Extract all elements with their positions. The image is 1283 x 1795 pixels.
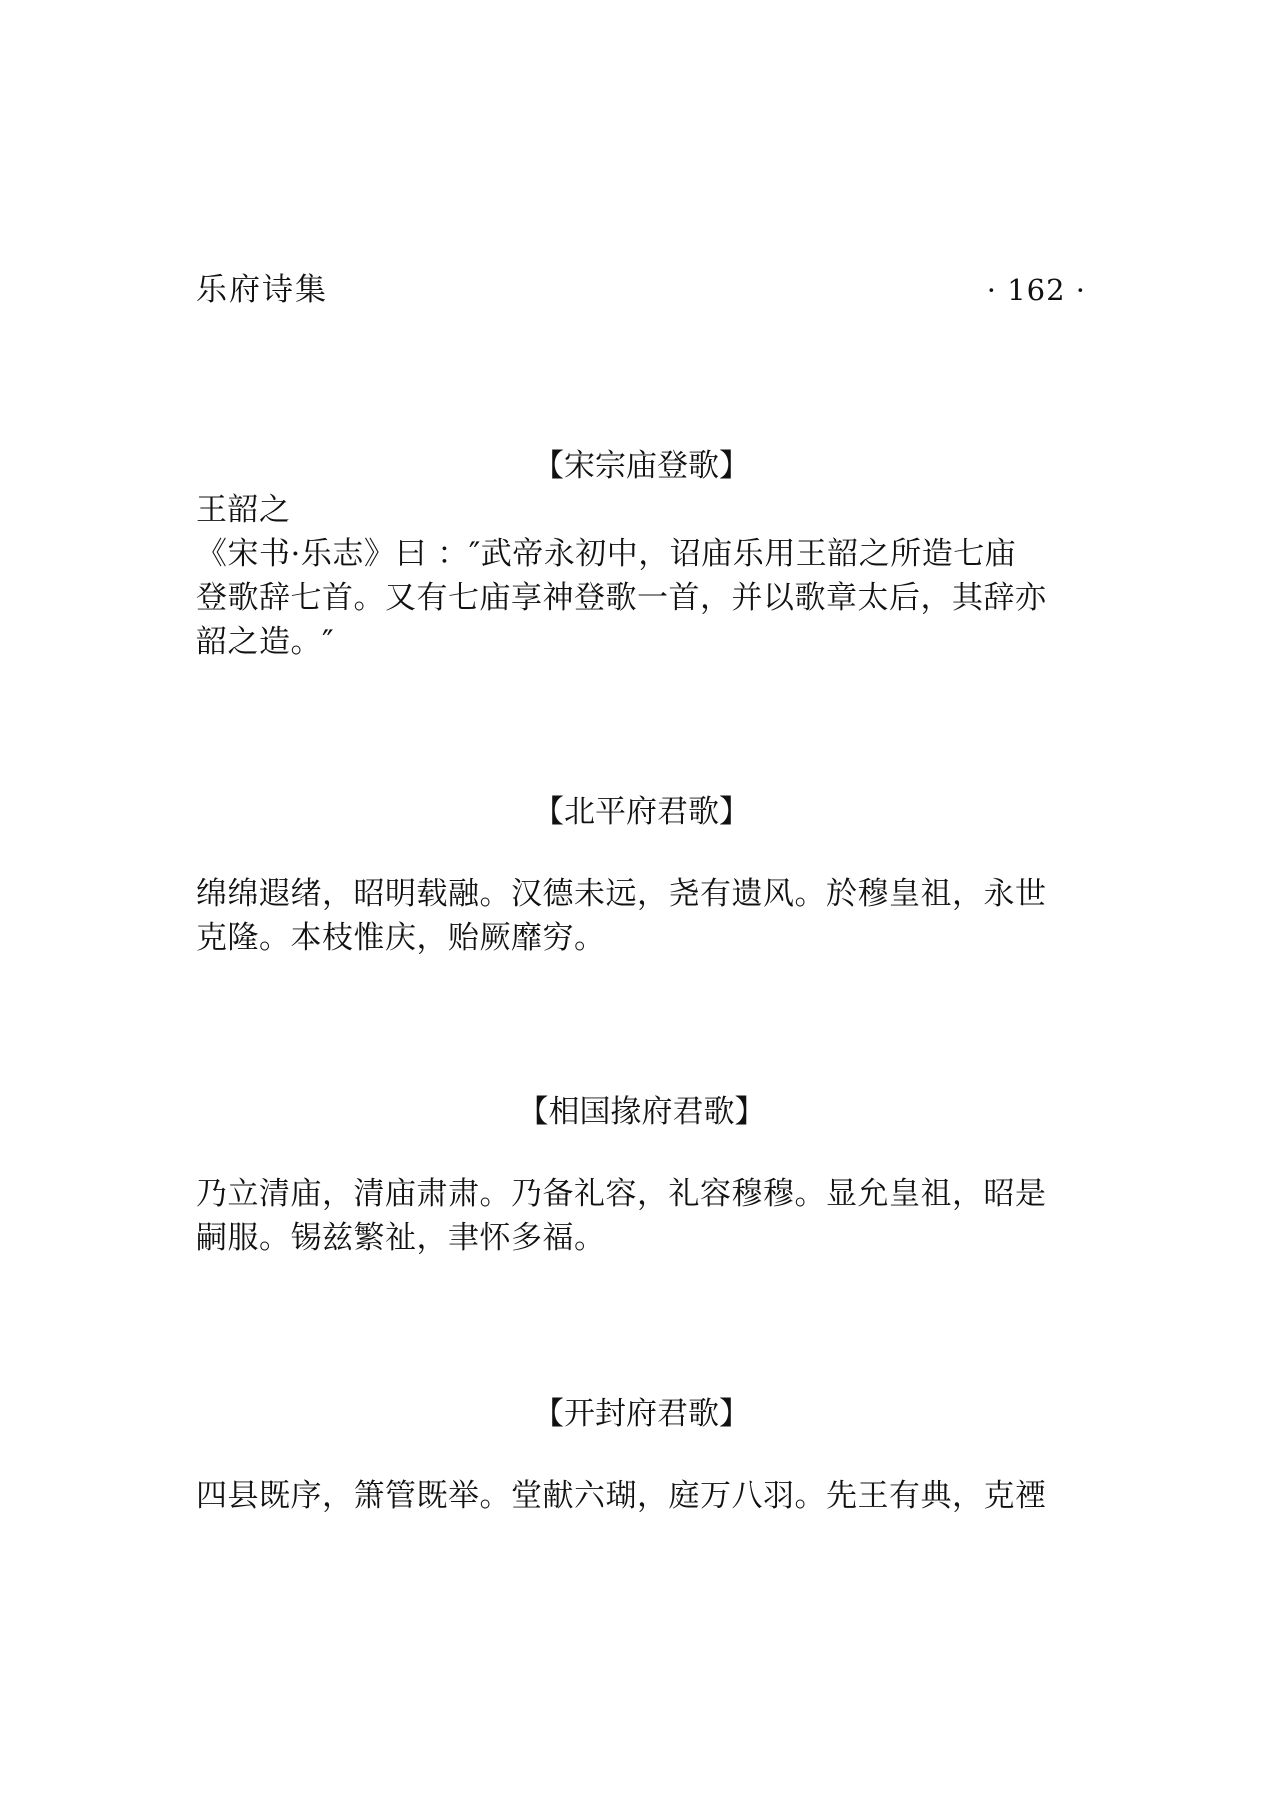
note-line: 登歌辞七首。又有七庙享神登歌一首，并以歌章太后，其辞亦 [196,580,1047,616]
poem-line: 四县既序，箫管既举。堂献六瑚，庭万八羽。先王有典，克禋 [196,1478,1047,1514]
section-title: 【开封府君歌】 [533,1396,750,1432]
page-number: · 162 · [986,273,1086,307]
section-title: 【宋宗庙登歌】 [533,448,750,484]
section-title: 【北平府君歌】 [533,794,750,830]
book-title: 乐府诗集 [196,272,328,308]
poem-line: 嗣服。锡兹繁祉，聿怀多福。 [196,1220,606,1256]
poem-line: 绵绵遐绪，昭明载融。汉德未远，尧有遗风。於穆皇祖，永世 [196,876,1047,912]
note-line: 《宋书·乐志》曰 ：″武帝永初中，诏庙乐用王韶之所造七庙 [196,536,1017,572]
poem-line: 克隆。本枝惟庆，贻厥靡穷。 [196,920,606,956]
poem-line: 乃立清庙，清庙肃肃。乃备礼容，礼容穆穆。显允皇祖，昭是 [196,1176,1047,1212]
note-line: 韶之造。″ [196,624,335,660]
section-title: 【相国掾府君歌】 [517,1094,766,1130]
author-name: 王韶之 [196,492,291,528]
